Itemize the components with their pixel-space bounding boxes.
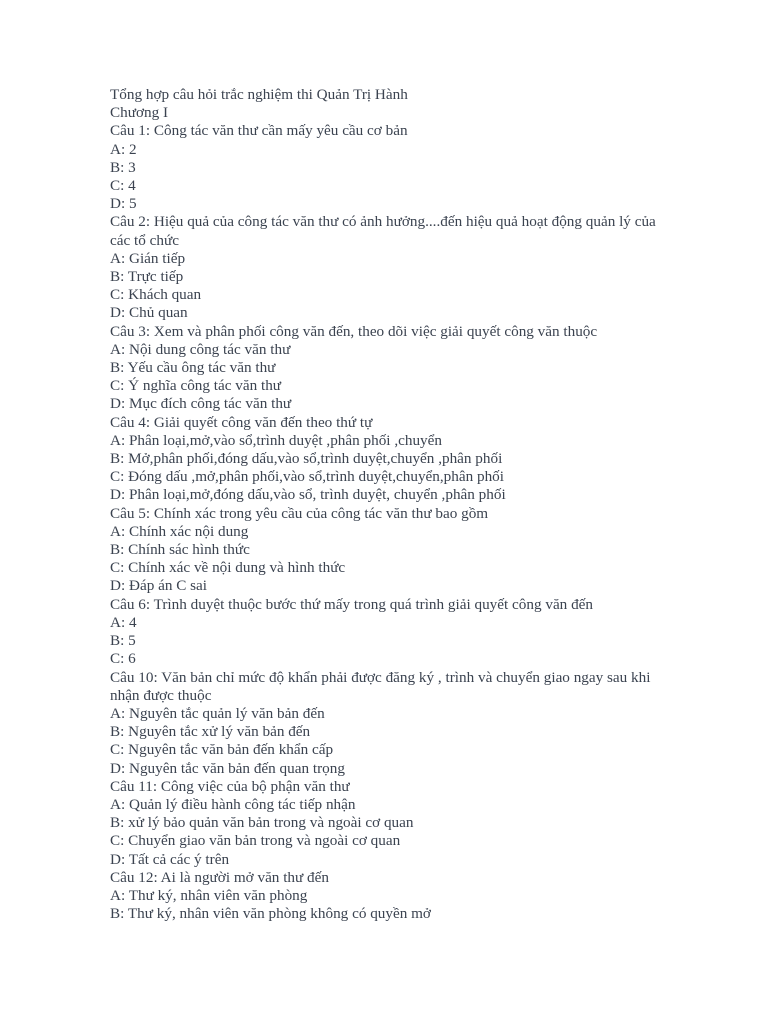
document-line: D: Chủ quan xyxy=(110,304,188,322)
document-line: B: 3 xyxy=(110,158,136,176)
document-line: A: Thư ký, nhân viên văn phòng xyxy=(110,886,308,904)
document-line: Câu 2: Hiệu quả của công tác văn thư có ảnh hưởng....đến hiệu quả hoạt động quản lý của xyxy=(110,213,656,231)
document-line: A: Phân loại,mở,vào sổ,trình duyệt ,phân phối ,chuyển xyxy=(110,431,442,449)
document-line: C: 6 xyxy=(110,650,136,668)
document-line: B: 5 xyxy=(110,632,136,650)
document-line: B: Trực tiếp xyxy=(110,268,184,286)
document-line: Câu 4: Giải quyết công văn đến theo thứ tự xyxy=(110,413,373,431)
document-line: C: 4 xyxy=(110,177,136,195)
document-line: D: Tất cả các ý trên xyxy=(110,850,230,868)
document-line: Chương I xyxy=(110,104,169,122)
document-line: C: Ý nghĩa công tác văn thư xyxy=(110,377,282,395)
document-line: Câu 10: Văn bản chỉ mức độ khẩn phải được đăng ký , trình và chuyển giao ngay sau khi xyxy=(110,668,651,686)
document-line: B: Mở,phân phối,đóng dấu,vào sổ,trình duyệt,chuyển ,phân phối xyxy=(110,450,503,468)
document-line: B: Thư ký, nhân viên văn phòng không có quyền mở xyxy=(110,905,431,923)
document-line: D: Đáp án C sai xyxy=(110,577,208,595)
document-line: D: 5 xyxy=(110,195,137,213)
document-line: Câu 5: Chính xác trong yêu cầu của công tác văn thư bao gồm xyxy=(110,504,489,522)
document-line: nhận được thuộc xyxy=(110,686,212,704)
document-line: D: Mục đích công tác văn thư xyxy=(110,395,292,413)
document-line: A: Nguyên tắc quản lý văn bản đến xyxy=(110,704,325,722)
document-line: D: Nguyên tắc văn bản đến quan trọng xyxy=(110,759,345,777)
document-line: Câu 12: Ai là người mở văn thư đến xyxy=(110,868,329,886)
document-line: C: Nguyên tắc văn bản đến khẩn cấp xyxy=(110,741,334,759)
document-line: C: Khách quan xyxy=(110,286,202,304)
document-line: C: Chuyển giao văn bản trong và ngoài cơ quan xyxy=(110,832,401,850)
document-line: B: Chính sác hình thức xyxy=(110,541,250,559)
document-line: B: Nguyên tắc xử lý văn bản đến xyxy=(110,723,311,741)
document-line: D: Phân loại,mở,đóng dấu,vào sổ, trình duyệt, chuyển ,phân phối xyxy=(110,486,506,504)
document-page xyxy=(110,86,720,923)
document-line: B: Yếu cầu ông tác văn thư xyxy=(110,359,276,377)
document-line: Câu 11: Công việc của bộ phận văn thư xyxy=(110,777,350,795)
document-line: A: Gián tiếp xyxy=(110,249,186,267)
document-line: C: Chính xác về nội dung và hình thức xyxy=(110,559,346,577)
document-line: A: 4 xyxy=(110,613,137,631)
document-line: A: Nội dung công tác văn thư xyxy=(110,340,291,358)
document-line: A: Chính xác nội dung xyxy=(110,522,249,540)
document-line: các tổ chức xyxy=(110,231,179,249)
document-line: Câu 1: Công tác văn thư cần mấy yêu cầu cơ bản xyxy=(110,122,408,140)
document-line: B: xử lý bảo quản văn bản trong và ngoài cơ quan xyxy=(110,814,414,832)
document-line: A: 2 xyxy=(110,140,137,158)
document-line: Câu 6: Trình duyệt thuộc bước thứ mấy trong quá trình giải quyết công văn đến xyxy=(110,595,594,613)
document-line: C: Đóng dấu ,mở,phân phối,vào sổ,trình duyệt,chuyển,phân phối xyxy=(110,468,504,486)
document-line: Tổng hợp câu hỏi trắc nghiệm thi Quản Trị Hành xyxy=(110,86,408,103)
document-line: Câu 3: Xem và phân phối công văn đến, theo dõi việc giải quyết công văn thuộc xyxy=(110,322,598,340)
document-line: A: Quản lý điều hành công tác tiếp nhận xyxy=(110,795,356,813)
